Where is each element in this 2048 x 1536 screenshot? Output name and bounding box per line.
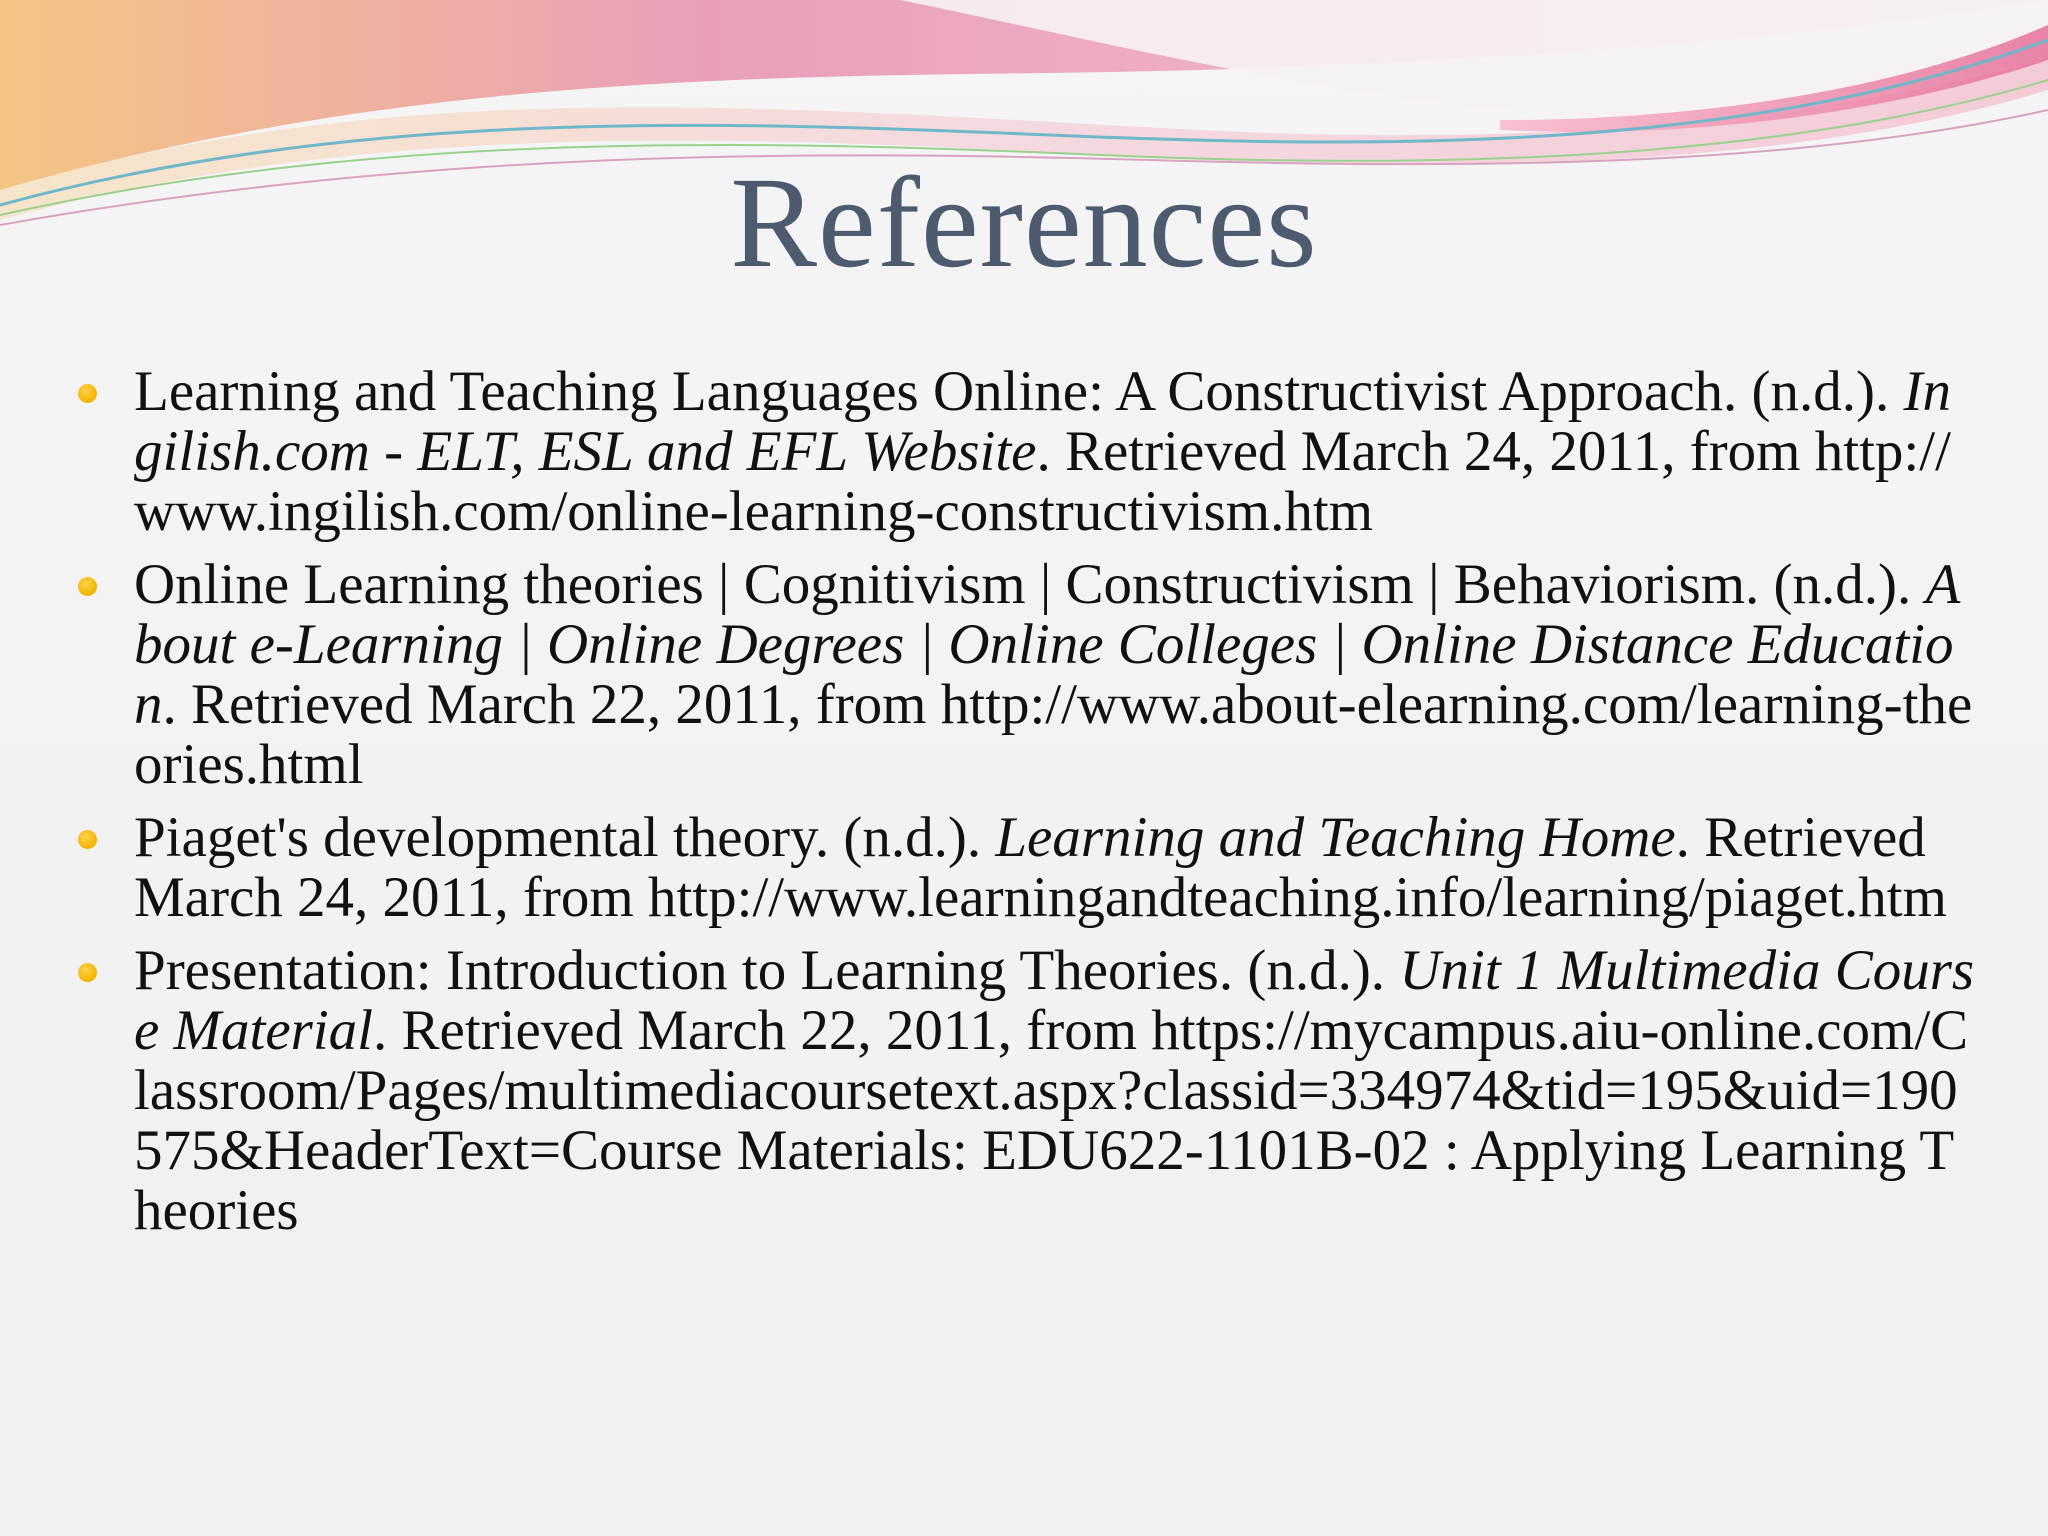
bullet-icon (78, 384, 97, 403)
reference-source-title: Ingilish.com - ELT, ESL and EFL Website (134, 360, 1951, 483)
reference-item (78, 808, 1978, 928)
reference-text (134, 362, 1978, 542)
reference-pre: Presentation: Introduction to Learning Theories. (n.d.). (134, 939, 1400, 1002)
reference-item (78, 941, 1978, 1241)
reference-pre: Piaget's developmental theory. (n.d.). (134, 806, 996, 869)
reference-text (134, 555, 1978, 795)
reference-source-title: About e-Learning | Online Degrees | Online Colleges | Online Distance Education (134, 553, 1961, 736)
reference-item (78, 555, 1978, 795)
bullet-icon (78, 963, 97, 982)
reference-pre: Online Learning theories | Cognitivism | Constructivism | Behaviorism. (n.d.). (134, 553, 1926, 616)
reference-post: . Retrieved March 22, 2011, from https://mycampus.aiu-online.com/Classroom/Pages/multimediacoursetext.aspx?classid=334974&tid=195&uid=190575&HeaderText=Course Materials: EDU622-1101B-02 : Applying Learning Theories (134, 999, 1969, 1242)
bullet-icon (78, 577, 97, 596)
reference-item (78, 362, 1978, 542)
reference-post: . Retrieved March 24, 2011, from http://www.ingilish.com/online-learning-constructivism.htm (134, 420, 1951, 543)
reference-source-title: Learning and Teaching Home (995, 806, 1676, 869)
reference-post: . Retrieved March 24, 2011, from http://www.learningandteaching.info/learning/piaget.htm (134, 806, 1947, 929)
reference-pre: Learning and Teaching Languages Online: A Constructivist Approach. (n.d.). (134, 360, 1904, 423)
reference-text (134, 941, 1978, 1241)
reference-source-title: Unit 1 Multimedia Course Material (134, 939, 1975, 1062)
references-list (78, 362, 1978, 1254)
slide-title: References (730, 151, 1318, 295)
reference-post: . Retrieved March 22, 2011, from http://www.about-elearning.com/learning-theories.html (134, 673, 1973, 796)
reference-text (134, 808, 1978, 928)
bullet-icon (78, 830, 97, 849)
